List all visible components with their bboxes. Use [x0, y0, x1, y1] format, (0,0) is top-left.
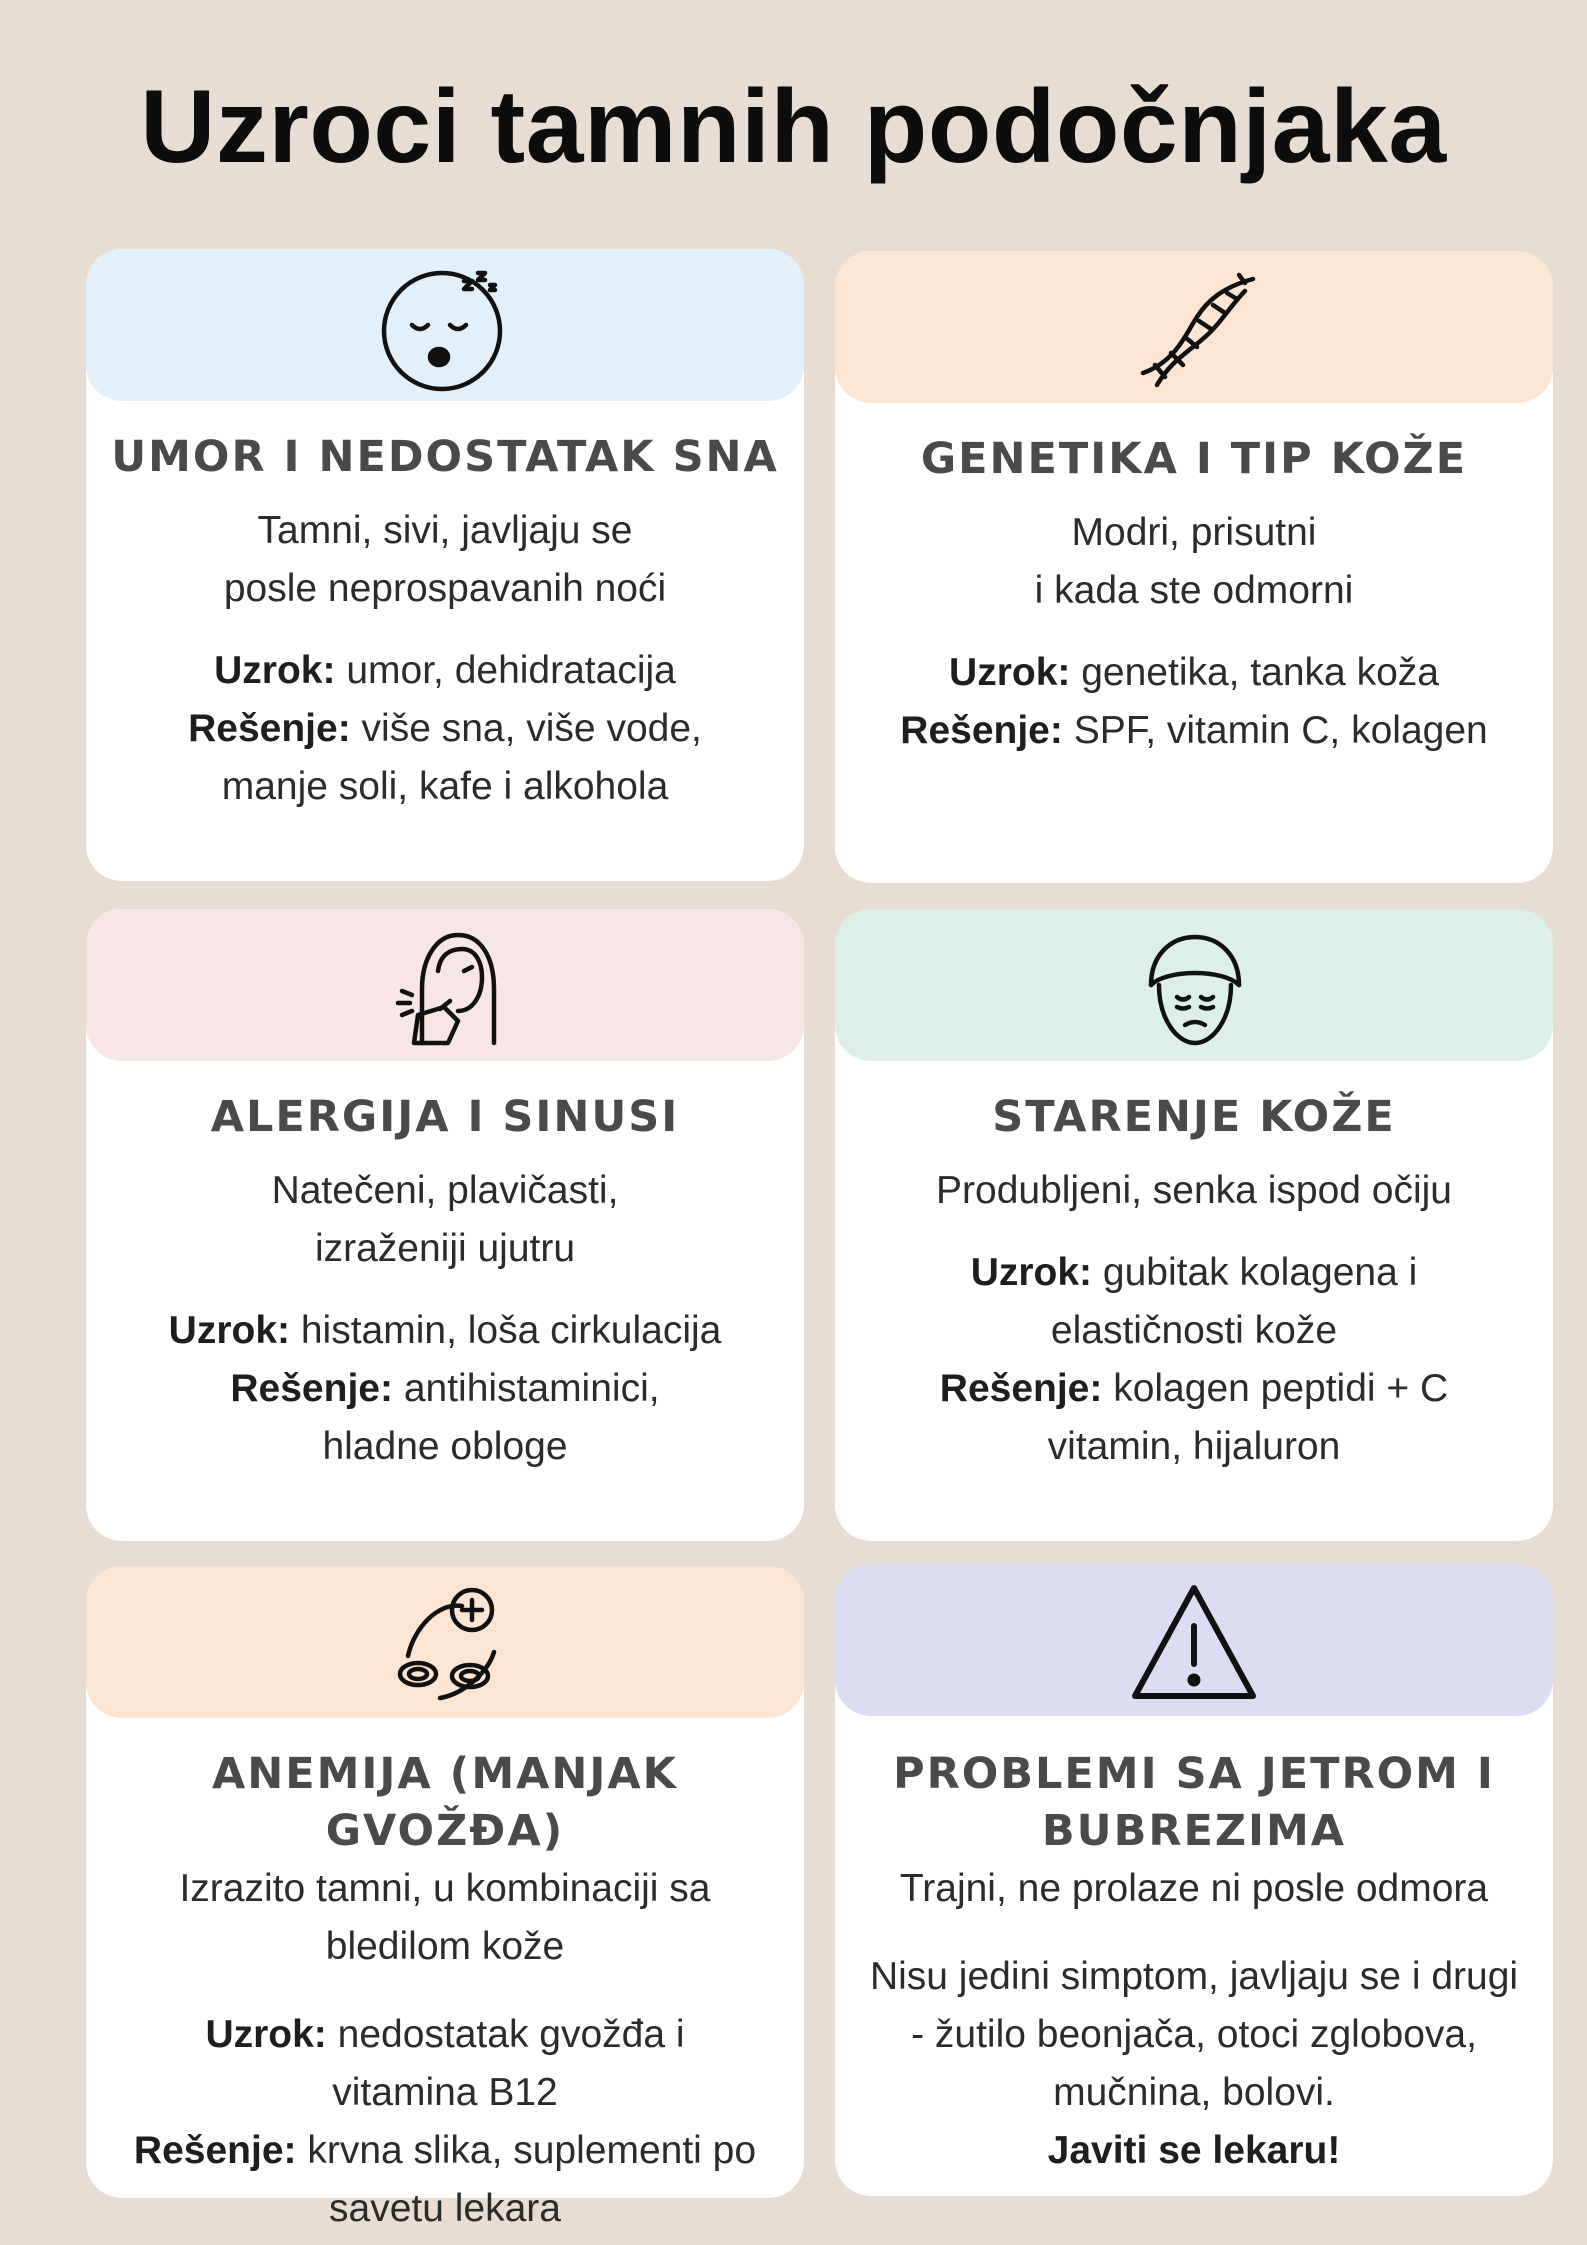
card-genetics	[835, 251, 1553, 883]
card-cause-solution: Uzrok: histamin, loša cirkulacija Rešenje: antihistaminici, hladne obloge	[168, 1309, 722, 1468]
card-fatigue	[86, 249, 804, 881]
card-anemia	[86, 1566, 804, 2230]
card-aging	[835, 909, 1553, 1541]
page-title: Uzroci tamnih podočnjaka	[140, 69, 1447, 185]
card-cause-solution: Uzrok: genetika, tanka koža Rešenje: SPF, vitamin C, kolagen	[900, 651, 1488, 752]
card-heading: ANEMIJA (MANJAK GVOŽĐA)	[212, 1749, 678, 1856]
card-description: Trajni, ne prolaze ni posle odmora	[899, 1867, 1489, 1910]
sleeping-face-icon	[378, 259, 512, 393]
card-liver-kidney	[835, 1564, 1553, 2196]
card-cause-solution: Uzrok: gubitak kolagena i elastičnosti kože Rešenje: kolagen peptidi + C vitamin, hijaluron	[939, 1251, 1449, 1468]
card-heading: GENETIKA I TIP KOŽE	[920, 434, 1468, 484]
dna-icon	[1127, 261, 1261, 395]
blood-cells-icon	[378, 1576, 512, 1710]
aging-face-icon	[1127, 919, 1261, 1053]
card-description: Tamni, sivi, javljaju se posle neprospavanih noći	[223, 509, 667, 610]
sneezing-person-icon	[378, 919, 512, 1053]
card-heading: STARENJE KOŽE	[992, 1092, 1396, 1142]
card-description: Modri, prisutni i kada ste odmorni	[1034, 511, 1354, 612]
warning-triangle-icon	[1127, 1574, 1261, 1708]
card-cause-solution: Uzrok: umor, dehidratacija Rešenje: više sna, više vode, manje soli, kafe i alkohola	[188, 649, 702, 808]
card-cause-solution: Uzrok: nedostatak gvožđa i vitamina B12 Rešenje: krvna slika, suplementi po savetu lekara	[133, 2013, 757, 2230]
card-heading: UMOR I NEDOSTATAK SNA	[111, 432, 779, 482]
doctor-advice: Javiti se lekaru!	[1047, 2129, 1341, 2172]
card-description: Izrazito tamni, u kombinaciji sa bledilom kože	[179, 1867, 711, 1968]
card-allergy	[86, 909, 804, 1541]
card-description: Natečeni, plavičasti, izraženiji ujutru	[271, 1169, 619, 1270]
card-heading: ALERGIJA I SINUSI	[210, 1092, 680, 1142]
card-heading: PROBLEMI SA JETROM I BUBREZIMA	[893, 1749, 1495, 1856]
card-notes: Nisu jedini simptom, javljaju se i drugi - žutilo beonjača, otoci zglobova, mučnina, bolovi. Javiti se lekaru!	[849, 1948, 1539, 2180]
card-description: Produbljeni, senka ispod očiju	[936, 1169, 1452, 1212]
